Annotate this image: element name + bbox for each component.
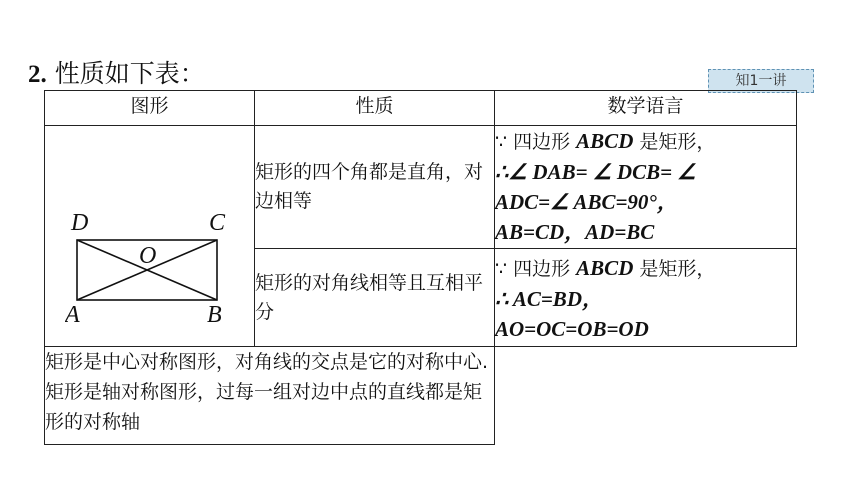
vertex-label-b: B — [207, 302, 222, 328]
math-language-cell: ∵ 四边形 ABCD 是矩形， ∴∠ DAB= ∠ DCB= ∠ ADC=∠ ABC=90°， AB=CD，AD=BC — [495, 126, 797, 249]
section-heading — [28, 58, 205, 91]
vertex-label-d: D — [71, 210, 89, 236]
table-row — [45, 126, 797, 249]
header-math-language: 数学语言 — [495, 91, 797, 126]
header-property: 性质 — [255, 91, 495, 126]
section-title: 性质如下表： — [46, 59, 205, 88]
header-figure: 图形 — [45, 91, 255, 126]
math-language-cell: ∵ 四边形 ABCD 是矩形， ∴ AC=BD， AO=OC=OB=OD — [495, 249, 797, 347]
vertex-label-a: A — [65, 302, 80, 328]
center-label-o: O — [139, 243, 157, 269]
statement-line: AB=CD，AD=BC — [495, 220, 655, 244]
symmetry-property-cell: 矩形是中心对称图形，对角线的交点是它的对称中心.矩形是轴对称图形，过每一组对边中点的直线都是矩形的对称轴 — [45, 347, 495, 445]
figure-cell — [45, 126, 255, 347]
statement-line: AO=OC=OB=OD — [495, 317, 649, 341]
rectangle-diagram — [65, 208, 235, 328]
section-number: 2. — [28, 61, 47, 88]
statement-line: ∴∠ DAB= ∠ DCB= ∠ — [495, 160, 697, 184]
vertex-label-c: C — [209, 210, 226, 236]
statement-line: ∴ AC=BD， — [495, 287, 603, 311]
table-header-row — [45, 91, 797, 126]
knowledge-badge: 知1一讲 — [708, 69, 814, 93]
properties-table — [44, 90, 797, 445]
table-row — [45, 347, 797, 445]
property-cell: 矩形的四个角都是直角，对边相等 — [255, 126, 495, 249]
statement-line: ADC=∠ ABC=90°， — [495, 190, 678, 214]
property-cell: 矩形的对角线相等且互相平分 — [255, 249, 495, 347]
